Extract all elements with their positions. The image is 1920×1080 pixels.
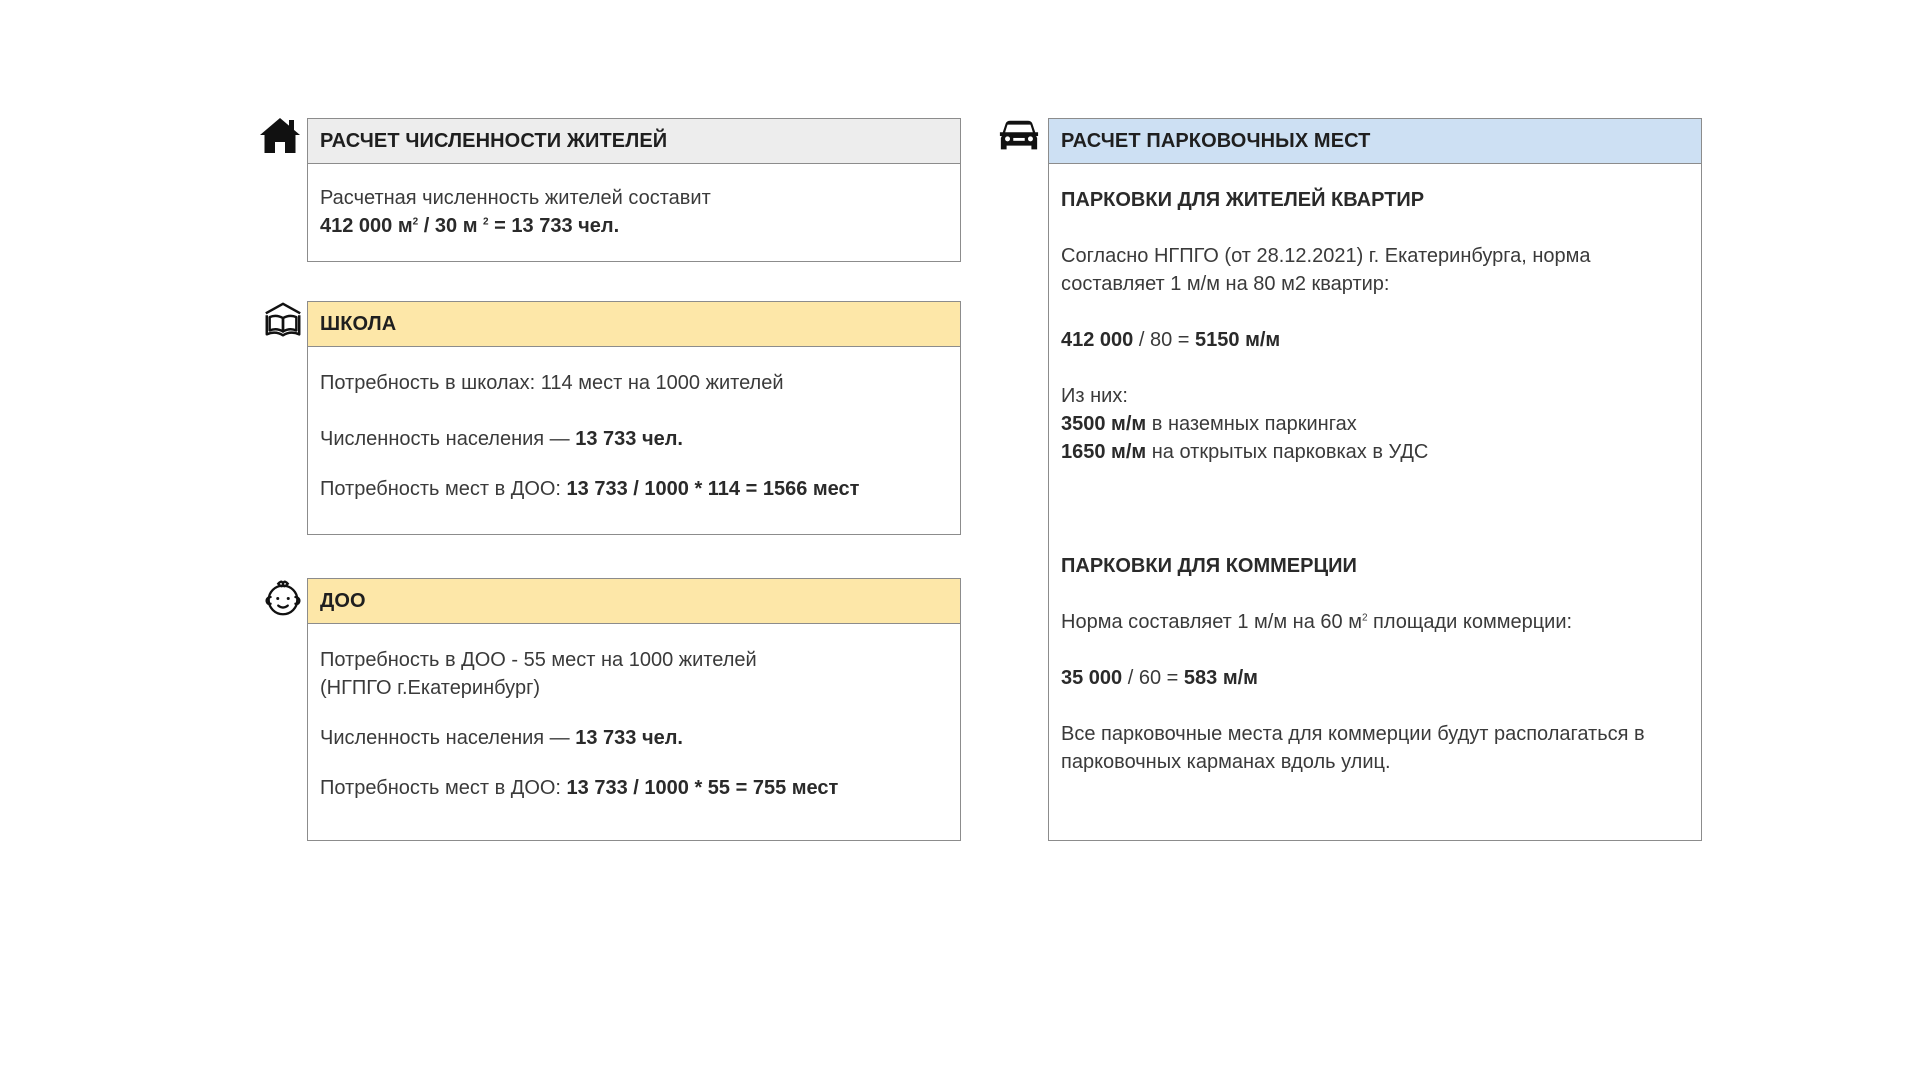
residents-line: Расчетная численность жителей составит — [320, 187, 711, 209]
kindergarten-need: Потребность в ДОО - 55 мест на 1000 жителей — [320, 649, 757, 671]
parking-norm-line2: составляет 1 м/м на 80 м2 квартир: — [1061, 273, 1390, 295]
kindergarten-card-body — [308, 624, 960, 802]
parking-norm-line1: Согласно НГПГО (от 28.12.2021) г. Екатеринбурга, норма — [1061, 245, 1591, 267]
kindergarten-places: Потребность мест в ДОО: 13 733 / 1000 * 55 = 755 мест — [320, 777, 839, 799]
school-need: Потребность в школах: 114 мест на 1000 жителей — [320, 372, 784, 394]
kindergarten-card — [307, 578, 961, 841]
residents-formula: 412 000 $м^2 / 30$ м $^2$ = 13 733 чел. — [320, 215, 620, 237]
school-card — [307, 301, 961, 535]
parking-open: 1650 м/м на открытых парковках в УДС — [1061, 441, 1429, 463]
parking-commerce-note1: Все парковочные места для коммерции будут располагаться в — [1061, 723, 1645, 745]
parking-card-body — [1049, 164, 1701, 776]
school-places: Потребность мест в ДОО: 13 733 / 1000 * 114 = 1566 мест — [320, 478, 860, 500]
parking-commerce-calc: 35 000 / 60 = 583 м/м — [1061, 667, 1258, 689]
parking-commerce-heading: ПАРКОВКИ ДЛЯ КОММЕРЦИИ — [1061, 555, 1357, 577]
kindergarten-card-title: ДОО — [308, 579, 960, 624]
residents-card-body — [308, 164, 960, 240]
parking-residents-heading: ПАРКОВКИ ДЛЯ ЖИТЕЛЕЙ КВАРТИР — [1061, 189, 1425, 211]
school-card-title: ШКОЛА — [308, 302, 960, 347]
parking-of-them: Из них: — [1061, 385, 1128, 407]
parking-calc: 412 000 / 80 = 5150 м/м — [1061, 329, 1281, 351]
house-icon — [258, 113, 302, 157]
parking-commerce-norm: Норма составляет 1 м/м на 60 $м^2$ площади коммерции: — [1061, 611, 1573, 633]
residents-card — [307, 118, 961, 262]
parking-card — [1048, 118, 1702, 841]
school-population: Численность населения — 13 733 чел. — [320, 428, 683, 450]
kindergarten-source: (НГПГО г.Екатеринбург) — [320, 677, 541, 699]
parking-ground: 3500 м/м в наземных паркингах — [1061, 413, 1357, 435]
school-card-body — [308, 347, 960, 503]
baby-face-icon — [262, 577, 304, 619]
parking-commerce-note2: парковочных карманах вдоль улиц. — [1061, 751, 1391, 773]
kindergarten-population: Численность населения — 13 733 чел. — [320, 727, 683, 749]
book-icon — [262, 299, 304, 341]
residents-card-title: РАСЧЕТ ЧИСЛЕННОСТИ ЖИТЕЛЕЙ — [308, 119, 960, 164]
parking-card-title: РАСЧЕТ ПАРКОВОЧНЫХ МЕСТ — [1049, 119, 1701, 164]
car-icon — [998, 117, 1040, 157]
